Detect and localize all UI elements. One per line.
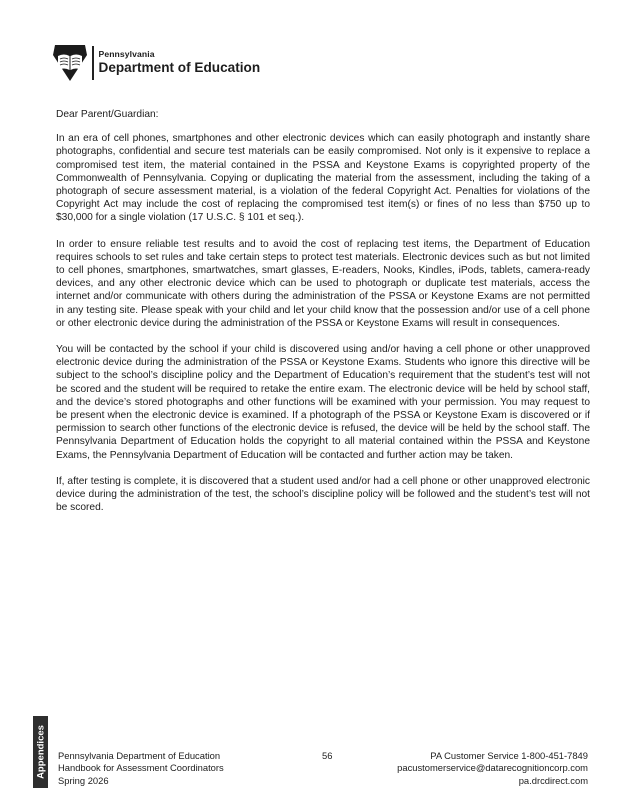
paragraph-copyright: In an era of cell phones, smartphones and other electronic devices which can easily photograph and instantly share photographs, confidential and secure test materials can be easily compromised. Not only is it expensive to replace a compromised test item, the material contained in the PSSA and Keystone Exams is copyrighted property of the Commonwealth of Pennsylvania. Copying or duplicating the material from the assessment, including the taking of a photograph of secure assessment material, is a violation of the federal Copyright Act. Penalties for violations of the Copyright Act may include the cost of replacing the compromised test item(s) or fines of no less than $750 up to $30,000 for a single violation (17 U.S.C. § 101 et seq.). [56,133,590,224]
appendices-tab-label: Appendices [35,725,46,779]
department-name [99,50,261,75]
appendices-tab [33,716,48,788]
paragraph-device-rules: In order to ensure reliable test results and to avoid the cost of replacing test items, the Department of Education requires schools to set rules and take certain steps to protect test materials. Electronic devices such as but not limited to cell phones, smartphones, smartwatches, smart glasses, E-readers, Nooks, Kindles, iPods, tablets, camera-ready devices, and any other electronic device which can be used to photograph or duplicate test materials, access the internet and/or communicate with others during the administration of the PSSA or Keystone Exams are not permitted in any testing site. Please speak with your child and let your child know that the possession and/or use of a cell phone or other electronic device during the administration of the PSSA or Keystone Exams will result in consequences. [56,238,590,329]
letterhead [52,40,260,86]
footer-handbook-title: Handbook for Assessment Coordinators [58,762,224,774]
state-name: Pennsylvania [98,49,155,60]
footer-email: pacustomerservice@datarecognitioncorp.com [397,762,588,774]
footer-edition: Spring 2026 [58,774,109,786]
header-divider [92,46,94,80]
footer-website: pa.drcdirect.com [518,774,588,786]
footer-phone: PA Customer Service 1-800-451-7849 [430,750,588,761]
page-number: 56 [322,750,333,761]
paragraph-consequences: You will be contacted by the school if your child is discovered using and/or having a cell phone or other unapproved electronic device during the administration of the PSSA or Keystone Exams. Students who ignore this directive will be subject to the school’s discipline policy and the Department of Education’s requirement that the student’s test will not be scored and the student will be required to retake the entire exam. The electronic device will be held by school staff, and the device’s stored photographs and other functions will be examined with your permission. You may request to be present when the electronic device is examined. If a photograph of the PSSA or Keystone Exam is discovered or if permission to search other functions of the electronic device is refused, the device will be held by the school staff. The Pennsylvania Department of Education holds the copyright to all material contained within the PSSA and Keystone Exams, the Pennsylvania Department of Education will be contacted and further action may be taken. [56,344,590,461]
salutation: Dear Parent/Guardian: [56,109,159,120]
letter-body [56,108,590,527]
footer-publisher: Pennsylvania Department of Education [58,750,221,761]
paragraph-after-testing: If, after testing is complete, it is discovered that a student used and/or had a cell phone or other unapproved electronic device during the administration of the test, the school’s discipline policy will be followed and the student’s test will not be scored. [56,475,590,514]
footer-publication-info [58,750,224,787]
footer-contact-info [397,750,588,787]
department-title: Department of Education [98,60,261,76]
keystone-book-logo-icon [52,43,88,83]
